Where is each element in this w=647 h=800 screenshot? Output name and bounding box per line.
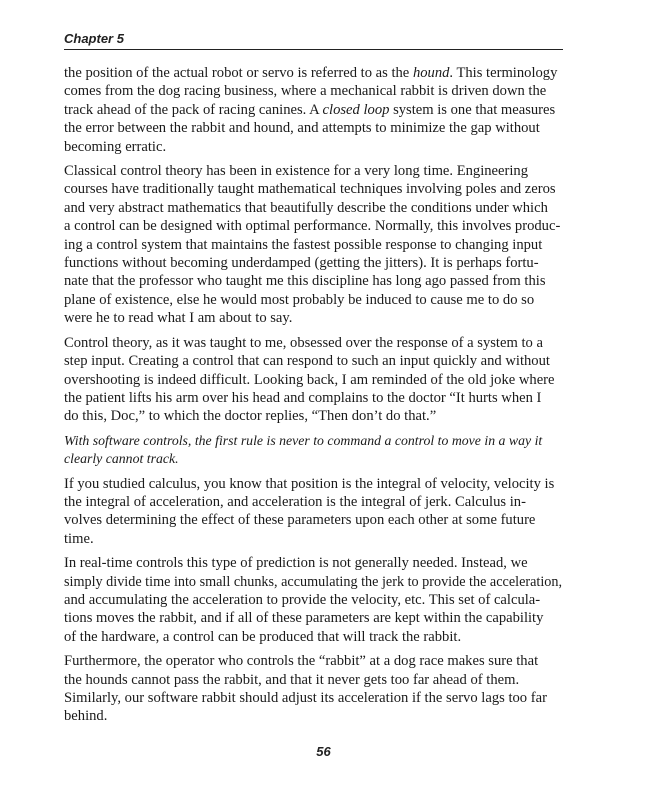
text-line: [64, 309, 563, 327]
text-line: [64, 352, 563, 370]
text-line: [64, 371, 563, 389]
paragraph: [64, 475, 563, 549]
text-line: [64, 450, 563, 468]
text-run: becoming erratic.: [64, 138, 167, 155]
paragraph: [64, 64, 563, 156]
text-line: [64, 407, 563, 425]
paragraph: [64, 162, 563, 328]
text-line: [64, 689, 563, 707]
text-run: and accumulating the acceleration to provide the velocity, etc. This set of calcula-: [64, 591, 541, 608]
text-line: [64, 652, 563, 670]
text-run: track ahead of the pack of racing canines. A: [64, 101, 323, 118]
text-run: nate that the professor who taught me this discipline has long ago passed from this: [64, 273, 546, 290]
text-line: [64, 180, 563, 198]
text-run: and very abstract mathematics that beautifully describe the conditions under which: [64, 199, 548, 216]
text-run: tions moves the rabbit, and if all of these parameters are kept within the capability: [64, 610, 544, 627]
text-run: the hounds cannot pass the rabbit, and that it never gets too far ahead of them.: [64, 671, 520, 688]
text-run: Similarly, our software rabbit should adjust its acceleration if the servo lags too far: [64, 690, 547, 706]
text-run: of the hardware, a control can be produced that will track the rabbit.: [64, 628, 462, 645]
text-line: [64, 236, 563, 254]
text-run: simply divide time into small chunks, accumulating the jerk to provide the acceleration,: [64, 573, 563, 590]
italic-paragraph: [64, 432, 563, 469]
text-run: courses have traditionally taught mathematical techniques involving poles and zeros: [64, 181, 556, 198]
text-run: plane of existence, else he would most probably be induced to cause me to do so: [64, 291, 535, 308]
text-line: [64, 609, 563, 627]
body-text: [64, 64, 563, 732]
text-line: [64, 389, 563, 407]
text-run: Classical control theory has been in existence for a very long time. Engineering: [64, 163, 529, 180]
text-run: time.: [64, 530, 94, 547]
text-run: If you studied calculus, you know that position is the integral of velocity, velocity is: [64, 475, 555, 492]
text-line: [64, 432, 563, 450]
text-run: were he to read what I am about to say.: [64, 310, 293, 327]
text-line: [64, 573, 563, 591]
text-line: [64, 272, 563, 290]
text-line: [64, 628, 563, 646]
text-run: Furthermore, the operator who controls the “rabbit” at a dog race makes sure that: [64, 653, 539, 670]
text-run: overshooting is indeed difficult. Looking back, I am reminded of the old joke where: [64, 371, 555, 388]
text-line: [64, 671, 563, 689]
text-run: In real-time controls this type of prediction is not generally needed. Instead, we: [64, 555, 528, 572]
text-line: [64, 254, 563, 272]
text-line: [64, 64, 563, 82]
text-run: behind.: [64, 708, 108, 725]
text-line: [64, 119, 563, 137]
text-line: [64, 162, 563, 180]
text-run: ing a control system that maintains the fastest possible response to changing input: [64, 236, 543, 253]
text-run: . This terminology: [449, 65, 558, 81]
text-line: [64, 493, 563, 511]
text-run: the integral of acceleration, and acceleration is the integral of jerk. Calculus in-: [64, 493, 526, 510]
text-run: Control theory, as it was taught to me, obsessed over the response of a system to a: [64, 334, 543, 351]
text-run: comes from the dog racing business, where a mechanical rabbit is driven down the: [64, 83, 547, 100]
text-line: [64, 591, 563, 609]
text-run: a control can be designed with optimal performance. Normally, this involves produc-: [64, 218, 561, 235]
text-run: volves determining the effect of these parameters upon each other at some future: [64, 512, 536, 529]
text-line: [64, 199, 563, 217]
chapter-title: Chapter 5: [64, 31, 124, 46]
paragraph: [64, 334, 563, 426]
text-run: step input. Creating a control that can respond to such an input quickly and without: [64, 353, 550, 370]
text-run: do this, Doc,” to which the doctor replies, “Then don’t do that.”: [64, 408, 437, 425]
text-line: [64, 334, 563, 352]
emphasized-text: closed loop: [322, 101, 390, 118]
paragraph: [64, 554, 563, 646]
text-line: [64, 511, 563, 529]
text-run: With software controls, the first rule is never to command a control to move in a way it: [64, 432, 543, 448]
text-line: [64, 530, 563, 548]
text-line: [64, 82, 563, 100]
text-line: [64, 554, 563, 572]
text-line: [64, 138, 563, 156]
text-line: [64, 707, 563, 725]
text-run: the patient lifts his arm over his head and complains to the doctor “It hurts when I: [64, 389, 542, 406]
page-header: [64, 30, 563, 50]
text-line: [64, 475, 563, 493]
text-line: [64, 101, 563, 119]
text-run: the error between the rabbit and hound, and attempts to minimize the gap without: [64, 120, 540, 137]
text-run: functions without becoming underdamped (getting the jitters). It is perhaps fortu-: [64, 255, 539, 272]
text-run: the position of the actual robot or servo is referred to as the: [64, 65, 413, 81]
page-number: 56: [316, 744, 331, 759]
text-line: [64, 217, 563, 235]
text-run: clearly cannot track.: [64, 451, 179, 467]
paragraph: [64, 652, 563, 726]
text-line: [64, 291, 563, 309]
emphasized-text: hound: [412, 65, 450, 81]
text-run: system is one that measures: [389, 101, 556, 118]
